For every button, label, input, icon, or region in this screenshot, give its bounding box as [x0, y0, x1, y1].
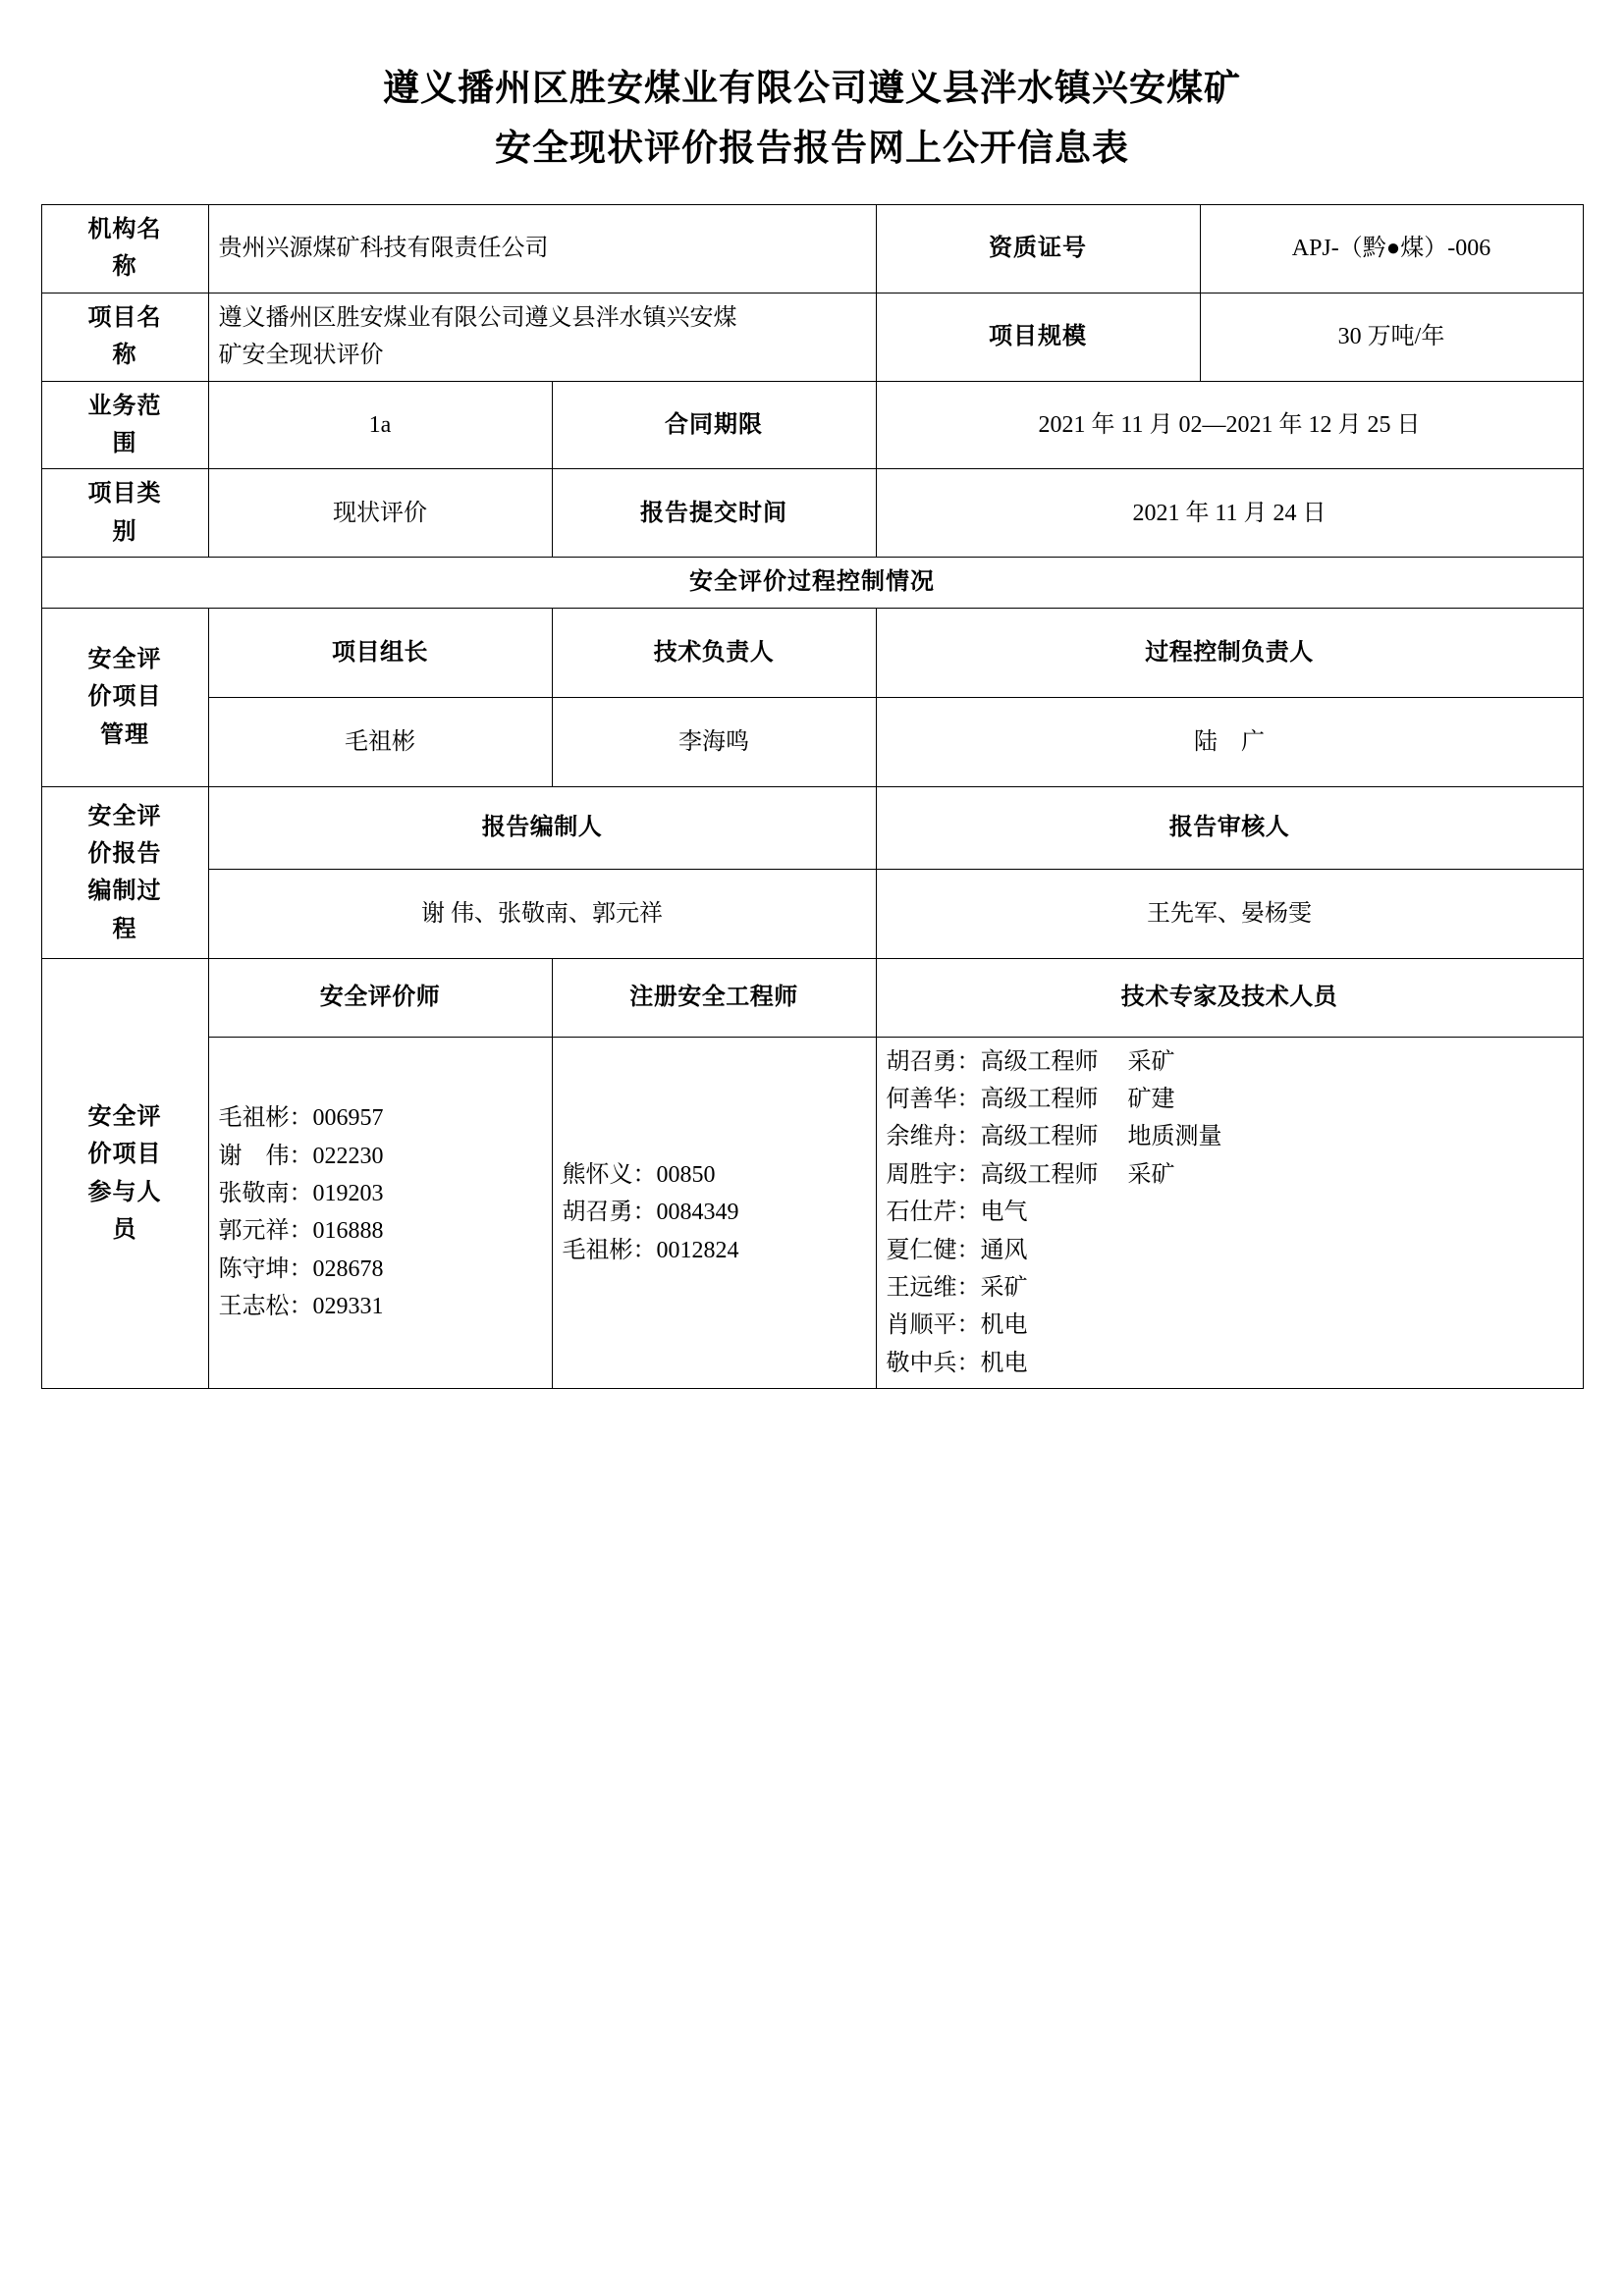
project-scale-value: 30 万吨/年 — [1200, 293, 1583, 381]
table-row-org — [41, 205, 1583, 294]
list-item: 余维舟：高级工程师 地质测量 — [886, 1124, 1222, 1150]
contract-period-value: 2021 年 11 月 02—2021 年 12 月 25 日 — [876, 381, 1583, 469]
page-title-line-1: 遵义播州区胜安煤业有限公司遵义县泮水镇兴安煤矿 — [383, 69, 1241, 109]
list-item: 陈守坤：028678 — [218, 1255, 384, 1282]
mgmt-head-leader: 项目组长 — [208, 608, 552, 697]
list-item: 毛祖彬：006957 — [218, 1105, 384, 1132]
list-item: 谢 伟：022230 — [218, 1143, 384, 1169]
page-title — [39, 59, 1585, 179]
report-value-reviewer: 王先军、晏杨雯 — [876, 869, 1583, 958]
project-name-value: 遵义播州区胜安煤业有限公司遵义县泮水镇兴安煤 矿安全现状评价 — [208, 293, 876, 381]
mgmt-value-leader: 毛祖彬 — [208, 698, 552, 787]
table-row-report-values — [41, 869, 1583, 958]
table-row-mgmt-head — [41, 608, 1583, 697]
project-name-label: 项目名 称 — [41, 293, 208, 381]
list-item: 胡召勇：高级工程师 采矿 — [886, 1048, 1175, 1075]
mgmt-value-tech: 李海鸣 — [552, 698, 876, 787]
table-row-staff-head — [41, 959, 1583, 1037]
list-item: 周胜宇：高级工程师 采矿 — [886, 1161, 1175, 1188]
info-table — [41, 204, 1584, 1389]
table-row-project-name — [41, 293, 1583, 381]
process-section-title: 安全评价过程控制情况 — [41, 558, 1583, 608]
list-item: 熊怀义：00850 — [562, 1161, 716, 1188]
expert-list — [876, 1037, 1583, 1389]
project-type-value: 现状评价 — [208, 469, 552, 558]
list-item: 夏仁健：通风 — [886, 1237, 1028, 1263]
list-item: 肖顺平：机电 — [886, 1312, 1028, 1339]
business-scope-value: 1a — [208, 381, 552, 469]
staff-head-expert: 技术专家及技术人员 — [876, 959, 1583, 1037]
cert-number-label: 资质证号 — [876, 205, 1200, 294]
table-row-staff-values — [41, 1037, 1583, 1389]
staff-label: 安全评 价项目 参与人 员 — [41, 959, 208, 1389]
list-item: 毛祖彬：0012824 — [562, 1237, 739, 1263]
mgmt-value-process: 陆 广 — [876, 698, 1583, 787]
report-label: 安全评 价报告 编制过 程 — [41, 787, 208, 959]
contract-period-label: 合同期限 — [552, 381, 876, 469]
project-scale-label: 项目规模 — [876, 293, 1200, 381]
mgmt-head-process: 过程控制负责人 — [876, 608, 1583, 697]
engineer-list — [552, 1037, 876, 1389]
page-title-line-2: 安全现状评价报告报告网上公开信息表 — [495, 129, 1129, 170]
table-row-business-scope — [41, 381, 1583, 469]
cert-number-value: APJ-（黔●煤）-006 — [1200, 205, 1583, 294]
list-item: 敬中兵：机电 — [886, 1350, 1028, 1376]
staff-head-assessor: 安全评价师 — [208, 959, 552, 1037]
list-item: 胡召勇：0084349 — [562, 1200, 739, 1226]
assessor-list — [208, 1037, 552, 1389]
staff-head-engineer: 注册安全工程师 — [552, 959, 876, 1037]
submit-time-label: 报告提交时间 — [552, 469, 876, 558]
table-row-project-type — [41, 469, 1583, 558]
list-item: 王远维：采矿 — [886, 1274, 1028, 1301]
table-row-section-title — [41, 558, 1583, 608]
project-type-label: 项目类 别 — [41, 469, 208, 558]
org-name-label: 机构名 称 — [41, 205, 208, 294]
mgmt-head-tech: 技术负责人 — [552, 608, 876, 697]
org-name-value: 贵州兴源煤矿科技有限责任公司 — [208, 205, 876, 294]
list-item: 石仕芹：电气 — [886, 1200, 1028, 1226]
list-item: 何善华：高级工程师 矿建 — [886, 1086, 1175, 1112]
submit-time-value: 2021 年 11 月 24 日 — [876, 469, 1583, 558]
report-value-writer: 谢 伟、张敬南、郭元祥 — [208, 869, 876, 958]
list-item: 张敬南：019203 — [218, 1180, 384, 1206]
report-head-writer: 报告编制人 — [208, 787, 876, 869]
list-item: 王志松：029331 — [218, 1294, 384, 1320]
report-head-reviewer: 报告审核人 — [876, 787, 1583, 869]
mgmt-label: 安全评 价项目 管理 — [41, 608, 208, 787]
business-scope-label: 业务范 围 — [41, 381, 208, 469]
table-row-mgmt-values — [41, 698, 1583, 787]
table-row-report-head — [41, 787, 1583, 869]
list-item: 郭元祥：016888 — [218, 1218, 384, 1245]
